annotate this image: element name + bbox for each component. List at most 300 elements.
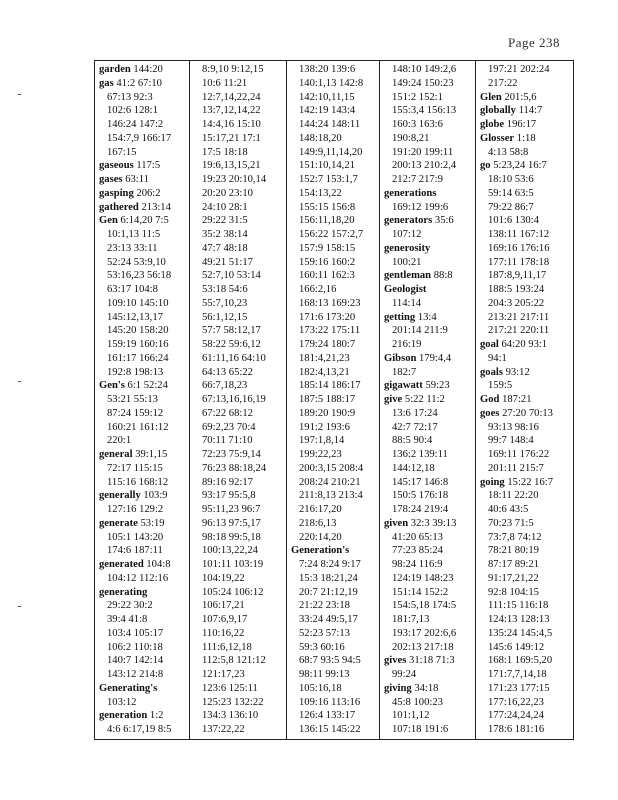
- page-line-references: 166:2,16: [299, 284, 337, 295]
- page-line-references: 168:1 169:5,20: [488, 655, 553, 667]
- index-entry-continuation: [194, 489, 286, 503]
- page-line-references: 181:4,21,23: [299, 352, 350, 364]
- page-line-references: 142:19 143:4: [299, 105, 356, 117]
- index-entry-continuation: [480, 531, 571, 545]
- index-entry-continuation: [291, 654, 379, 668]
- page-line-references: 13:4: [415, 311, 437, 323]
- index-entry-continuation: [480, 214, 571, 228]
- index-entry-continuation: [480, 709, 571, 723]
- page-line-references: 167:15: [107, 146, 137, 158]
- page-line-references: 10:6 11:21: [202, 77, 248, 89]
- index-entry-continuation: [384, 256, 475, 270]
- index-column-2: [190, 61, 287, 739]
- page-line-references: 92:8 104:15: [488, 586, 539, 598]
- index-entry-continuation: [480, 613, 571, 627]
- page-line-references: 93:17 95:5,8: [202, 490, 256, 502]
- index-entry-continuation: [99, 723, 189, 737]
- index-term: generation: [99, 710, 148, 722]
- page-line-references: 14:4,16 15:10: [202, 119, 261, 130]
- page-line-references: 124:19 148:23: [392, 572, 454, 584]
- page-line-references: 192:8 198:13: [107, 366, 164, 378]
- index-entry-continuation: [194, 654, 286, 668]
- page-line-references: 76:23 88:18,24: [202, 462, 267, 474]
- index-entry: [99, 379, 189, 393]
- index-entry-continuation: [99, 572, 189, 586]
- page-number-label: Page 238: [507, 35, 560, 50]
- index-entry-continuation: [99, 256, 189, 270]
- page-line-references: 18:10 53:6: [488, 174, 534, 185]
- index-term: give: [384, 394, 403, 405]
- index-entry-continuation: [480, 723, 571, 737]
- page-line-references: 13:6 17:24: [392, 407, 438, 419]
- page-line-references: 212:7 217:9: [392, 174, 443, 185]
- index-entry-continuation: [480, 503, 571, 517]
- page-line-references: 136:2 139:11: [392, 449, 448, 460]
- index-entry-continuation: [291, 201, 379, 215]
- page-line-references: 34:18: [411, 682, 439, 694]
- index-term: generated: [99, 559, 144, 570]
- index-entry-continuation: [194, 531, 286, 545]
- page-line-references: 149:9,11,14,20: [299, 146, 363, 158]
- index-entry: [99, 187, 189, 201]
- index-entry-continuation: [194, 77, 286, 91]
- page-line-references: 88:5 90:4: [392, 435, 433, 447]
- page-line-references: 111:15 116:18: [488, 600, 549, 612]
- index-entry-continuation: [480, 627, 571, 641]
- index-entry-continuation: [480, 586, 571, 600]
- index-entry-continuation: [194, 146, 286, 160]
- index-entry-continuation: [99, 352, 189, 366]
- index-entry: [384, 242, 475, 256]
- index-entry: [99, 489, 189, 503]
- index-entry-continuation: [99, 338, 189, 352]
- index-entry-continuation: [480, 63, 571, 77]
- page-line-references: 73:7,8 74:12: [488, 531, 542, 543]
- index-entry-continuation: [99, 242, 189, 256]
- page-line-references: 111:6,12,18: [202, 641, 252, 653]
- index-column-1: [95, 61, 190, 739]
- page-line-references: 105:24 106:12: [202, 586, 264, 598]
- index-entry: [384, 311, 475, 325]
- index-entry-continuation: [291, 613, 379, 627]
- page-line-references: 188:5 193:24: [488, 284, 545, 295]
- page-line-references: 142:10,11,15: [299, 91, 355, 103]
- index-entry-continuation: [384, 434, 475, 448]
- index-term: generators: [384, 215, 433, 227]
- page-line-references: 19:23 20:10,14: [202, 174, 267, 185]
- index-entry: [384, 517, 475, 531]
- page-line-references: 199:22,23: [299, 449, 342, 460]
- page-line-references: 70:11 71:10: [202, 435, 253, 447]
- page-line-references: 200:13 210:2,4: [392, 160, 457, 172]
- page-line-references: 100:21: [392, 256, 422, 268]
- page-line-references: 138:11 167:12: [488, 229, 550, 240]
- index-entry-continuation: [480, 448, 571, 462]
- index-entry-continuation: [480, 173, 571, 187]
- page-line-references: 154:7,9 166:17: [107, 132, 172, 144]
- index-entry-continuation: [194, 242, 286, 256]
- index-entry-continuation: [291, 146, 379, 160]
- index-entry: [99, 558, 189, 572]
- page-line-references: 56:1,12,15: [202, 311, 248, 323]
- page-line-references: 41:2 67:10: [113, 77, 162, 89]
- index-entry-continuation: [291, 407, 379, 421]
- index-entry: [480, 118, 571, 132]
- page-line-references: 98:11 99:13: [299, 669, 350, 680]
- page-line-references: 159:5: [488, 380, 513, 392]
- page-line-references: 156:11,18,20: [299, 215, 355, 227]
- page-line-references: 213:14: [138, 201, 171, 213]
- page-line-references: 93:13 98:16: [488, 421, 539, 433]
- page-line-references: 174:6 187:11: [107, 545, 163, 557]
- index-entry: [480, 366, 571, 380]
- index-entry-continuation: [291, 311, 379, 325]
- page-line-references: 161:17 166:24: [107, 352, 169, 364]
- page-line-references: 217:22: [488, 77, 518, 89]
- page-line-references: 27:20 70:13: [499, 407, 553, 419]
- page-line-references: 202:13 217:18: [392, 641, 454, 653]
- index-entry-continuation: [99, 118, 189, 132]
- index-entry-continuation: [384, 489, 475, 503]
- page-line-references: 20:20 23:10: [202, 187, 253, 199]
- page-line-references: 187:21: [499, 394, 532, 405]
- page-line-references: 178:24 219:4: [392, 504, 449, 515]
- page-line-references: 39:4 41:8: [107, 614, 148, 625]
- index-entry-continuation: [480, 77, 571, 91]
- page-line-references: 145:17 146:8: [392, 476, 449, 488]
- index-term: go: [480, 160, 491, 172]
- page-line-references: 72:23 75:9,14: [202, 449, 261, 460]
- index-entry-continuation: [291, 118, 379, 132]
- index-column-4: [380, 61, 476, 739]
- index-entry-continuation: [384, 558, 475, 572]
- index-entry: [480, 159, 571, 173]
- index-entry-continuation: [194, 118, 286, 132]
- page-line-references: 64:20 93:1: [498, 339, 548, 350]
- page-line-references: 169:12 199:6: [392, 201, 449, 213]
- index-entry-continuation: [99, 366, 189, 380]
- page-line-references: 179:4,4: [416, 352, 452, 364]
- index-entry-continuation: [194, 407, 286, 421]
- index-entry-continuation: [384, 421, 475, 435]
- page-line-references: 211:8,13 213:4: [299, 490, 363, 502]
- index-entry-continuation: [99, 476, 189, 490]
- index-entry-continuation: [194, 723, 286, 737]
- index-entry-continuation: [291, 421, 379, 435]
- index-term: globally: [480, 105, 516, 117]
- index-entry-continuation: [291, 214, 379, 228]
- index-entry-continuation: [291, 709, 379, 723]
- page-line-references: 98:24 116:9: [392, 559, 443, 570]
- page-line-references: 182:7: [392, 366, 417, 378]
- index-entry: [480, 476, 571, 490]
- page-line-references: 78:21 80:19: [488, 545, 539, 557]
- page-line-references: 182:4,13,21: [299, 366, 350, 378]
- page-line-references: 160:11 162:3: [299, 270, 355, 282]
- index-entry: [384, 283, 475, 297]
- index-entry-continuation: [194, 696, 286, 710]
- index-entry-continuation: [194, 173, 286, 187]
- index-entry-continuation: [384, 586, 475, 600]
- page-line-references: 155:3,4 156:13: [392, 105, 457, 117]
- page-line-references: 98:18 99:5,18: [202, 531, 261, 543]
- page-line-references: 32:3 39:13: [408, 517, 457, 529]
- index-entry-continuation: [384, 91, 475, 105]
- index-entry-continuation: [480, 599, 571, 613]
- index-entry-continuation: [194, 187, 286, 201]
- index-column-5: [476, 61, 571, 739]
- page-line-references: 23:13 33:11: [107, 242, 158, 254]
- page-line-references: 206:2: [133, 187, 161, 199]
- page-line-references: 100:13,22,24: [202, 545, 258, 557]
- index-entry-continuation: [291, 627, 379, 641]
- index-entry-continuation: [384, 338, 475, 352]
- index-entry: [384, 187, 475, 201]
- index-entry-continuation: [194, 63, 286, 77]
- page-line-references: 31:18 71:3: [406, 655, 455, 667]
- page-line-references: 59:23: [422, 380, 450, 392]
- page-line-references: 103:9: [140, 490, 168, 502]
- index-entry-continuation: [384, 407, 475, 421]
- index-entry-continuation: [194, 448, 286, 462]
- index-entry-continuation: [480, 228, 571, 242]
- index-entry-continuation: [194, 379, 286, 393]
- index-term: Gibson: [384, 352, 417, 364]
- page-line-references: 64:13 65:22: [202, 366, 253, 378]
- page-line-references: 140:1,13 142:8: [299, 77, 364, 89]
- page-line-references: 104:12 112:16: [107, 572, 169, 584]
- index-entry-continuation: [480, 489, 571, 503]
- index-term: going: [480, 476, 505, 488]
- index-entry-continuation: [384, 146, 475, 160]
- index-entry-continuation: [194, 709, 286, 723]
- index-column-3: [287, 61, 380, 739]
- page-line-references: 110:16,22: [202, 627, 245, 639]
- index-entry-continuation: [99, 599, 189, 613]
- index-entry-continuation: [99, 654, 189, 668]
- index-term: gaseous: [99, 160, 134, 172]
- index-term: gases: [99, 174, 123, 185]
- page-line-references: 61:11,16 64:10: [202, 352, 266, 364]
- index-entry-continuation: [480, 572, 571, 586]
- index-entry-continuation: [99, 544, 189, 558]
- page-line-references: 8:9,10 9:12,15: [202, 64, 264, 75]
- index-entry-continuation: [194, 503, 286, 517]
- page-line-references: 105:16,18: [299, 682, 342, 694]
- page-line-references: 171:23 177:15: [488, 682, 550, 694]
- index-entry-continuation: [291, 558, 379, 572]
- index-entry-continuation: [291, 297, 379, 311]
- page-line-references: 63:11: [122, 174, 149, 185]
- index-entry-continuation: [480, 311, 571, 325]
- index-entry-continuation: [194, 393, 286, 407]
- index-entry-continuation: [291, 379, 379, 393]
- index-entry-continuation: [99, 91, 189, 105]
- page-line-references: 157:9 158:15: [299, 242, 356, 254]
- index-entry: [384, 352, 475, 366]
- index-entry-continuation: [194, 91, 286, 105]
- page-line-references: 52:24 53:9,10: [107, 256, 166, 268]
- page-line-references: 220:14,20: [299, 531, 342, 543]
- index-entry-continuation: [194, 104, 286, 118]
- index-term: generally: [99, 490, 141, 502]
- page-line-references: 106:17,21: [202, 600, 245, 612]
- page-line-references: 87:24 159:12: [107, 407, 164, 419]
- page-line-references: 177:24,24,24: [488, 710, 544, 722]
- index-entry-continuation: [99, 393, 189, 407]
- page-line-references: 53:16,23 56:18: [107, 270, 172, 282]
- index-entry-continuation: [291, 269, 379, 283]
- index-entry-continuation: [384, 531, 475, 545]
- page-line-references: 12:7,14,22,24: [202, 91, 261, 103]
- page-line-references: 101:1,12: [392, 710, 430, 722]
- page-line-references: 155:15 156:8: [299, 201, 356, 213]
- page-line-references: 177:11 178:18: [488, 256, 550, 268]
- page-line-references: 107:6,9,17: [202, 614, 248, 625]
- index-entry-continuation: [384, 366, 475, 380]
- page-line-references: 88:8: [431, 270, 453, 282]
- index-entry: [384, 682, 475, 696]
- index-term: Glosser: [480, 132, 515, 144]
- index-entry-continuation: [384, 118, 475, 132]
- page-line-references: 107:18 191:6: [392, 724, 449, 735]
- index-entry-continuation: [291, 256, 379, 270]
- page-line-references: 19:6,13,15,21: [202, 160, 261, 172]
- page-line-references: 216:17,20: [299, 504, 342, 515]
- index-entry-continuation: [480, 421, 571, 435]
- page-line-references: 159:19 160:16: [107, 339, 169, 350]
- page-line-references: 217:21 220:11: [488, 325, 550, 337]
- page-line-references: 149:24 150:23: [392, 77, 454, 89]
- page-line-references: 47:7 48:18: [202, 242, 248, 254]
- index-entry: [99, 448, 189, 462]
- index-entry-continuation: [194, 544, 286, 558]
- index-entry-continuation: [291, 599, 379, 613]
- page-line-references: 53:19: [137, 517, 165, 529]
- index-entry-continuation: [480, 146, 571, 160]
- index-entry-continuation: [291, 462, 379, 476]
- page-line-references: 109:10 145:10: [107, 297, 169, 309]
- index-term: generating: [99, 586, 148, 598]
- page-line-references: 89:16 92:17: [202, 476, 253, 488]
- index-entry-continuation: [194, 338, 286, 352]
- index-entry: [480, 393, 571, 407]
- page-line-references: 58:22 59:6,12: [202, 339, 261, 350]
- page-line-references: 66:7,18,23: [202, 380, 248, 392]
- index-entry-continuation: [291, 338, 379, 352]
- page-line-references: 171:7,7,14,18: [488, 669, 547, 680]
- index-entry-continuation: [99, 627, 189, 641]
- index-entry-continuation: [99, 434, 189, 448]
- page-line-references: 136:15 145:22: [299, 724, 361, 735]
- index-entry-continuation: [480, 269, 571, 283]
- index-term: getting: [384, 311, 416, 323]
- index-entry-continuation: [480, 682, 571, 696]
- page-line-references: 148:18,20: [299, 132, 342, 144]
- page-line-references: 94:1: [488, 352, 507, 364]
- index-entry-continuation: [291, 668, 379, 682]
- index-entry-continuation: [291, 187, 379, 201]
- index-entry-continuation: [194, 668, 286, 682]
- index-entry-continuation: [194, 283, 286, 297]
- index-entry-continuation: [194, 517, 286, 531]
- page-line-references: 197:1,8,14: [299, 435, 345, 447]
- page-line-references: 104:8: [143, 559, 171, 570]
- page-line-references: 4:13 58:8: [488, 146, 529, 158]
- index-entry-continuation: [384, 324, 475, 338]
- index-entry-continuation: [99, 531, 189, 545]
- index-entry-continuation: [99, 228, 189, 242]
- index-entry-continuation: [194, 641, 286, 655]
- index-entry-continuation: [99, 283, 189, 297]
- index-entry-continuation: [291, 104, 379, 118]
- index-entry: [384, 269, 475, 283]
- page-line-references: 39:1,15: [132, 449, 168, 460]
- page-line-references: 189:20 190:9: [299, 407, 356, 419]
- page-line-references: 145:20 158:20: [107, 325, 169, 337]
- page-line-references: 69:2,23 70:4: [202, 421, 256, 433]
- index-entry-continuation: [291, 476, 379, 490]
- page-line-references: 178:6 181:16: [488, 724, 545, 735]
- index-term: Generating's: [99, 682, 158, 694]
- index-entry-continuation: [194, 558, 286, 572]
- page-line-references: 145:12,13,17: [107, 311, 163, 323]
- index-entry-continuation: [384, 668, 475, 682]
- index-entry: [291, 544, 379, 558]
- index-entry-continuation: [384, 503, 475, 517]
- page-line-references: 134:3 136:10: [202, 710, 259, 722]
- index-entry-continuation: [291, 586, 379, 600]
- index-entry-continuation: [291, 517, 379, 531]
- index-term: goal: [480, 339, 499, 350]
- page-line-references: 145:6 149:12: [488, 641, 545, 653]
- index-entry-continuation: [480, 668, 571, 682]
- index-entry-continuation: [99, 462, 189, 476]
- index-entry-continuation: [384, 709, 475, 723]
- index-term: goals: [480, 366, 503, 378]
- index-entry-continuation: [194, 352, 286, 366]
- page-line-references: 106:2 110:18: [107, 641, 163, 653]
- index-entry-continuation: [480, 324, 571, 338]
- page-line-references: 208:24 210:21: [299, 476, 361, 488]
- index-entry-continuation: [291, 173, 379, 187]
- index-entry-continuation: [194, 434, 286, 448]
- index-term: gathered: [99, 201, 139, 213]
- index-entry-continuation: [194, 269, 286, 283]
- page-line-references: 70:23 71:5: [488, 517, 534, 529]
- index-entry-continuation: [384, 572, 475, 586]
- index-entry-continuation: [194, 297, 286, 311]
- page-line-references: 99:7 148:4: [488, 435, 534, 447]
- index-entry-continuation: [194, 201, 286, 215]
- page-line-references: 201:14 211:9: [392, 325, 448, 337]
- page-line-references: 154:13,22: [299, 187, 342, 199]
- page-line-references: 124:13 128:13: [488, 614, 550, 625]
- index-entry: [99, 709, 189, 723]
- page-line-references: 87:17 89:21: [488, 559, 539, 570]
- index-entry-continuation: [480, 462, 571, 476]
- page-line-references: 79:22 86:7: [488, 201, 534, 213]
- index-entry: [99, 77, 189, 91]
- index-term: generations: [384, 187, 437, 199]
- page-line-references: 220:1: [107, 435, 132, 447]
- index-term: gigawatt: [384, 380, 423, 392]
- index-entry-continuation: [99, 696, 189, 710]
- index-entry: [99, 173, 189, 187]
- index-entry-continuation: [194, 256, 286, 270]
- index-entry-continuation: [384, 63, 475, 77]
- index-term: giving: [384, 682, 412, 694]
